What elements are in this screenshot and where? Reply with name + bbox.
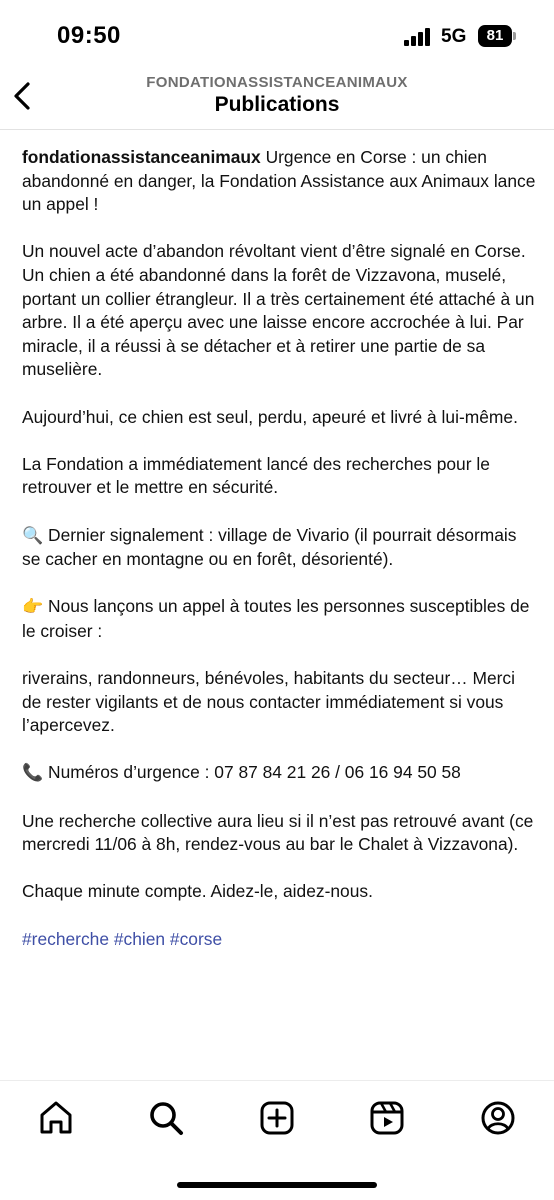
caption-paragraph — [22, 524, 537, 572]
pointing-hand-emoji-icon: 👉 — [22, 597, 44, 618]
network-type: 5G — [441, 26, 467, 47]
status-time: 09:50 — [57, 22, 121, 49]
caption-paragraph — [22, 595, 537, 643]
caption-paragraph — [22, 761, 537, 786]
header — [0, 70, 554, 130]
search-icon[interactable] — [147, 1099, 185, 1137]
battery-tip — [513, 32, 516, 40]
telephone-emoji-icon: 📞 — [22, 763, 44, 784]
profile-icon[interactable] — [479, 1099, 517, 1137]
caption-paragraph-text: Numéros d’urgence : 07 87 84 21 26 / 06 16 94 50 58 — [48, 762, 461, 783]
reels-icon[interactable] — [368, 1099, 406, 1137]
caption-paragraph: Un nouvel acte d’abandon révoltant vient d’être signalé en Corse. Un chien a été abandonné dans la forêt de Vizzavona, muselé, portant un collier étrangleur. Il a très certainement été attaché à un arbre. Il a été aperçu avec une laisse encore accrochée à lui. Par miracle, il a réussi à se détacher et à retirer une partie de sa muselière. — [22, 241, 535, 380]
caption-intro-text: Urgence en Corse : un chien abandonné en danger, la Fondation Assistance aux Animaux lance un appel ! — [22, 147, 536, 215]
post-username[interactable]: fondationassistanceanimaux — [22, 147, 261, 167]
hashtags-link[interactable]: #recherche #chien #corse — [22, 928, 223, 949]
post-caption — [22, 146, 537, 1080]
create-icon[interactable] — [258, 1099, 296, 1137]
caption-paragraph-text: Nous lançons un appel à toutes les personnes susceptibles de le croiser : — [22, 596, 530, 641]
caption-paragraph: La Fondation a immédiatement lancé des recherches pour le retrouver et le mettre en sécurité. — [22, 453, 490, 498]
caption-paragraph: Une recherche collective aura lieu si il n’est pas retrouvé avant (ce mercredi 11/06 à 8h, rendez-vous au bar le Chalet à Vizzavona). — [22, 810, 534, 855]
magnifier-emoji-icon: 🔍 — [22, 525, 44, 546]
caption-paragraph-text: Dernier signalement : village de Vivario (il pourrait désormais se cacher en montagne ou en forêt, désorienté). — [22, 524, 517, 570]
signal-strength-icon — [404, 28, 432, 46]
home-icon[interactable] — [37, 1099, 75, 1137]
caption-intro — [22, 146, 537, 217]
header-account-name[interactable]: FONDATIONASSISTANCEANIMAUX — [146, 74, 408, 91]
caption-paragraph: riverains, randonneurs, bénévoles, habitants du secteur… Merci de rester vigilants et de nous contacter immédiatement si vous l’apercevez. — [22, 668, 515, 736]
battery-icon: 81 — [478, 25, 512, 47]
caption-paragraph: Chaque minute compte. Aidez-le, aidez-nous. — [22, 881, 373, 902]
home-indicator — [177, 1182, 377, 1188]
caption-paragraph: Aujourd’hui, ce chien est seul, perdu, apeuré et livré à lui-même. — [22, 406, 518, 427]
page-title: Publications — [214, 93, 340, 116]
status-bar — [0, 0, 554, 70]
